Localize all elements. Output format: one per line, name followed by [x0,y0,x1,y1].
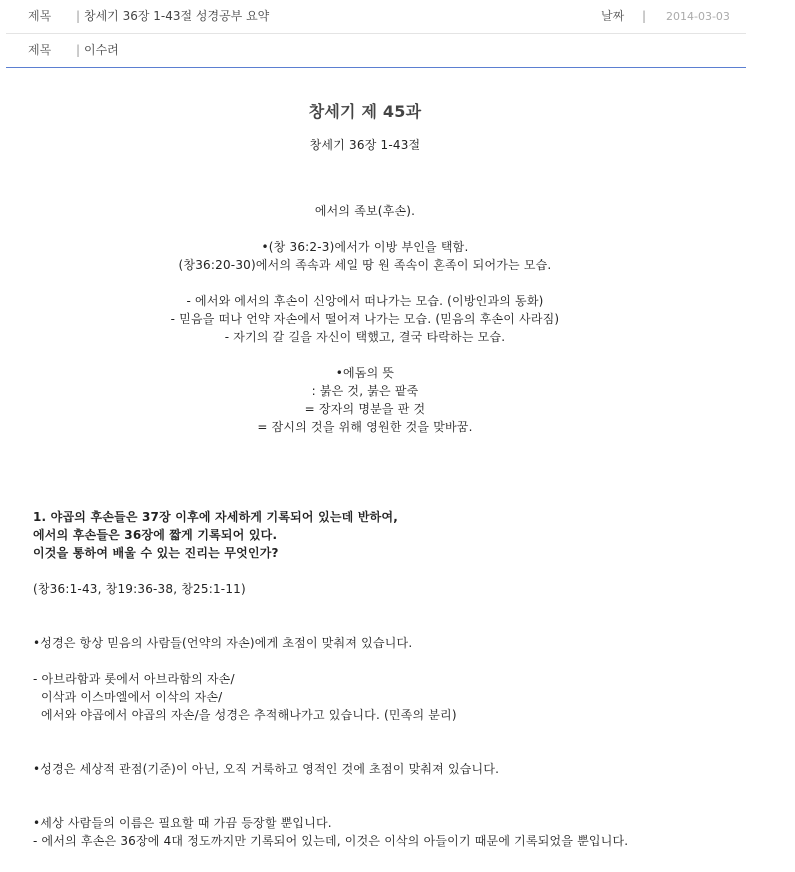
lesson-summary [33,202,697,436]
lesson-title: 창세기 제 45과 [308,102,422,121]
text-line [33,274,697,292]
title-row [6,0,746,34]
separator: | [76,43,81,57]
author-row [6,34,746,67]
post-author: 이수려 [84,43,119,57]
text-line: 이것을 통하여 배울 수 있는 진리는 무엇인가? [33,546,279,560]
text-line: - 자기의 갈 길을 자신이 택했고, 결국 타락하는 모습. [224,330,506,344]
text-line: •에돔의 뜻 [335,366,395,380]
text-line: •세상 사람들의 이름은 필요할 때 가끔 등장할 뿐입니다. [33,816,332,830]
separator: | [76,9,81,23]
text-line: = 잠시의 것을 위해 영원한 것을 맞바꿈. [257,420,473,434]
text-line: - 믿음을 떠나 언약 자손에서 떨어져 나가는 모습. (믿음의 후손이 사라짐) [170,312,560,326]
text-line: = 장자의 명분을 판 것 [304,402,426,416]
question-1 [33,508,753,562]
post-body [33,100,753,850]
text-line: - 에서의 후손은 36장에 4대 정도까지만 기록되어 있는데, 이것은 이삭의 아들이기 때문에 기록되었을 뿐입니다. [33,834,629,848]
post-title: 창세기 36장 1-43절 성경공부 요약 [84,9,270,23]
answer-detail [33,814,753,850]
text-line [33,346,697,364]
text-line: •(창 36:2-3)에서가 이방 부인을 택함. [261,240,469,254]
post-date: 2014-03-03 [666,10,730,23]
text-line: - 아브라함과 롯에서 아브라함의 자손/ [33,672,235,686]
text-line: 1. 야곱의 후손들은 37장 이후에 자세하게 기록되어 있는데 반하여, [33,510,398,524]
text-line: 이삭과 이스마엘에서 이삭의 자손/ [33,690,223,704]
text-line: 에서와 야곱에서 야곱의 자손/을 성경은 추적해나가고 있습니다. (민족의 분리) [33,708,457,722]
text-line: (창36:20-30)에서의 족속과 세일 땅 원 족속이 혼족이 되어가는 모습. [178,258,552,272]
date-label: 날짜 [601,9,625,23]
text-line: 에서의 족보(후손). [314,204,416,218]
text-line [33,220,697,238]
scripture-refs: (창36:1-43, 창19:36-38, 창25:1-11) [33,582,246,596]
answer-detail [33,670,753,724]
text-line: - 에서와 에서의 후손이 신앙에서 떠나가는 모습. (이방인과의 동화) [186,294,544,308]
title-label: 제목 [28,9,52,23]
answer-point: •성경은 항상 믿음의 사람들(언약의 자손)에게 초점이 맞춰져 있습니다. [33,636,413,650]
text-line: : 붉은 것, 붉은 팥죽 [311,384,419,398]
author-label: 제목 [28,43,52,57]
post-meta [6,0,746,68]
separator: | [642,9,647,23]
lesson-reference: 창세기 36장 1-43절 [309,138,421,152]
answer-point: •성경은 세상적 관점(기준)이 아닌, 오직 거룩하고 영적인 것에 초점이 맞춰져 있습니다. [33,762,500,776]
text-line: 에서의 후손들은 36장에 짧게 기록되어 있다. [33,528,278,542]
